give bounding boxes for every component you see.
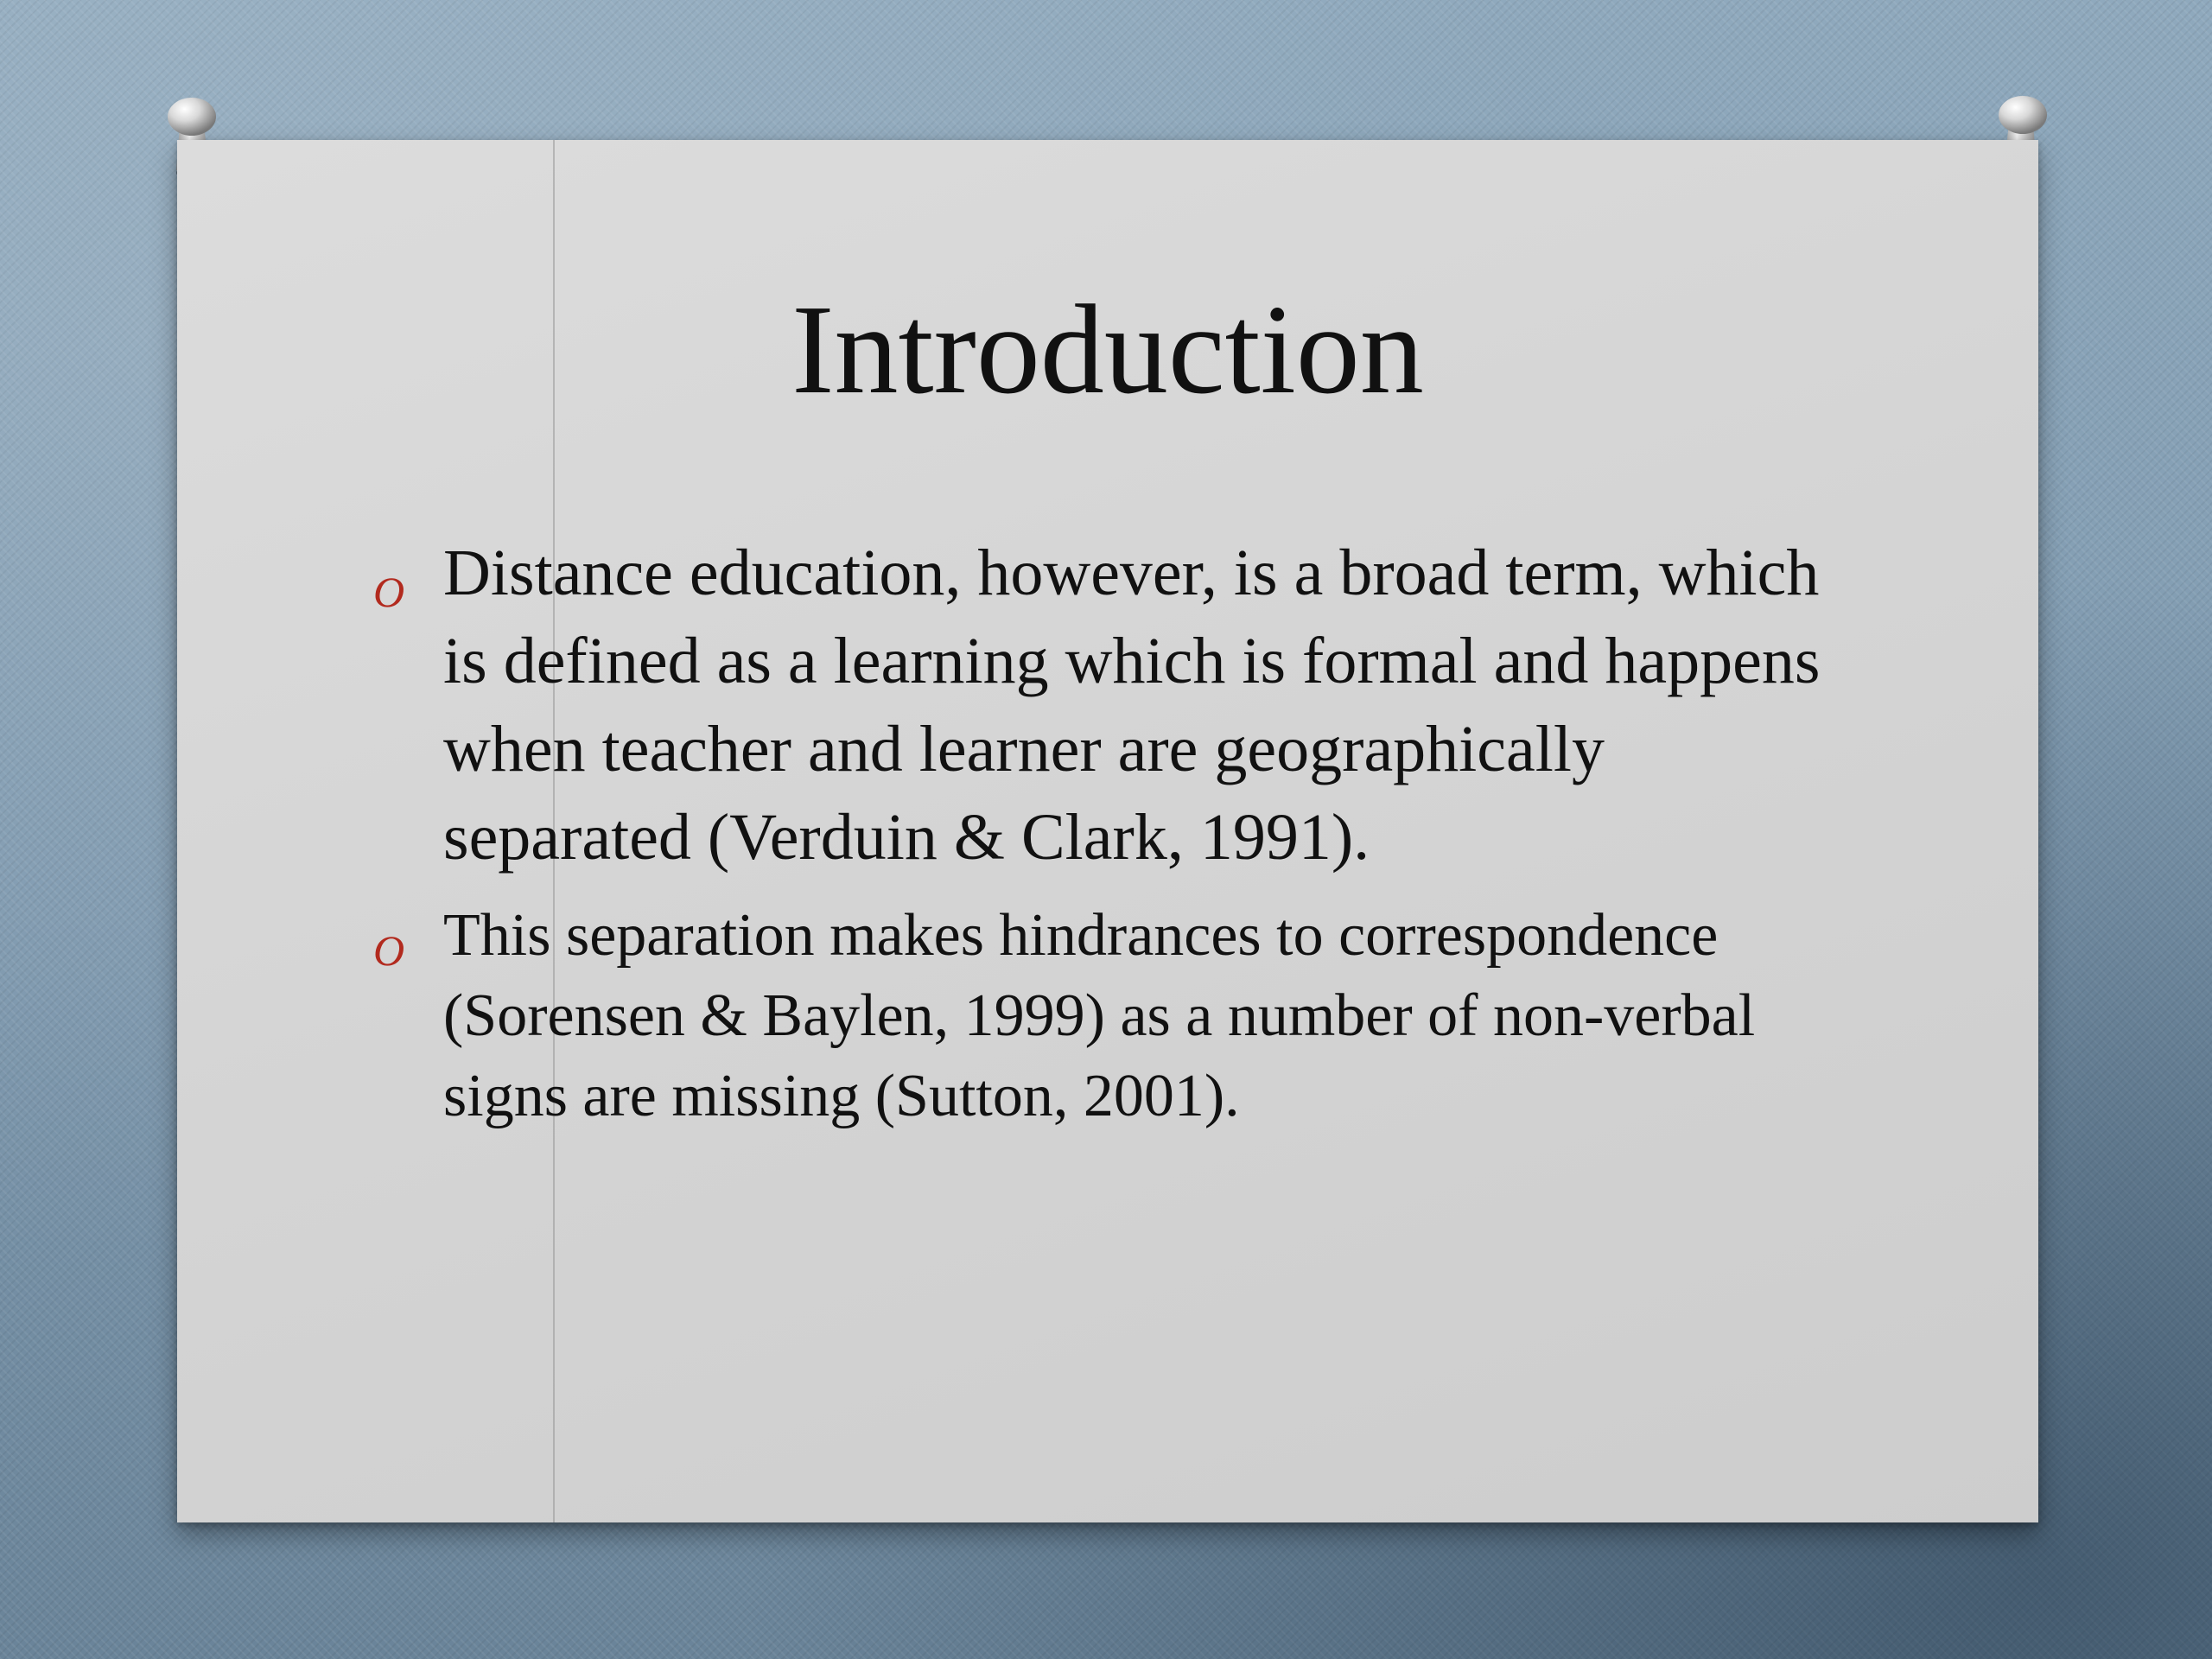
- bullet-item: [372, 895, 1840, 1136]
- bullet-marker-icon: O: [373, 926, 405, 975]
- bullet-text: This separation makes hindrances to correspondence (Sorensen & Baylen, 1999) as a number of non-verbal signs are missing (Sutton, 2001).: [443, 902, 1756, 1129]
- bullet-item: [372, 529, 1840, 881]
- bullet-list: [372, 529, 1840, 1136]
- bullet-text: Distance education, however, is a broad term, which is defined as a learning which is formal and happens when teacher and learner are geographically separated (Verduin & Clark, 1991).: [443, 537, 1821, 874]
- bullet-marker-icon: O: [373, 568, 405, 616]
- slide-title: Introduction: [791, 279, 1424, 421]
